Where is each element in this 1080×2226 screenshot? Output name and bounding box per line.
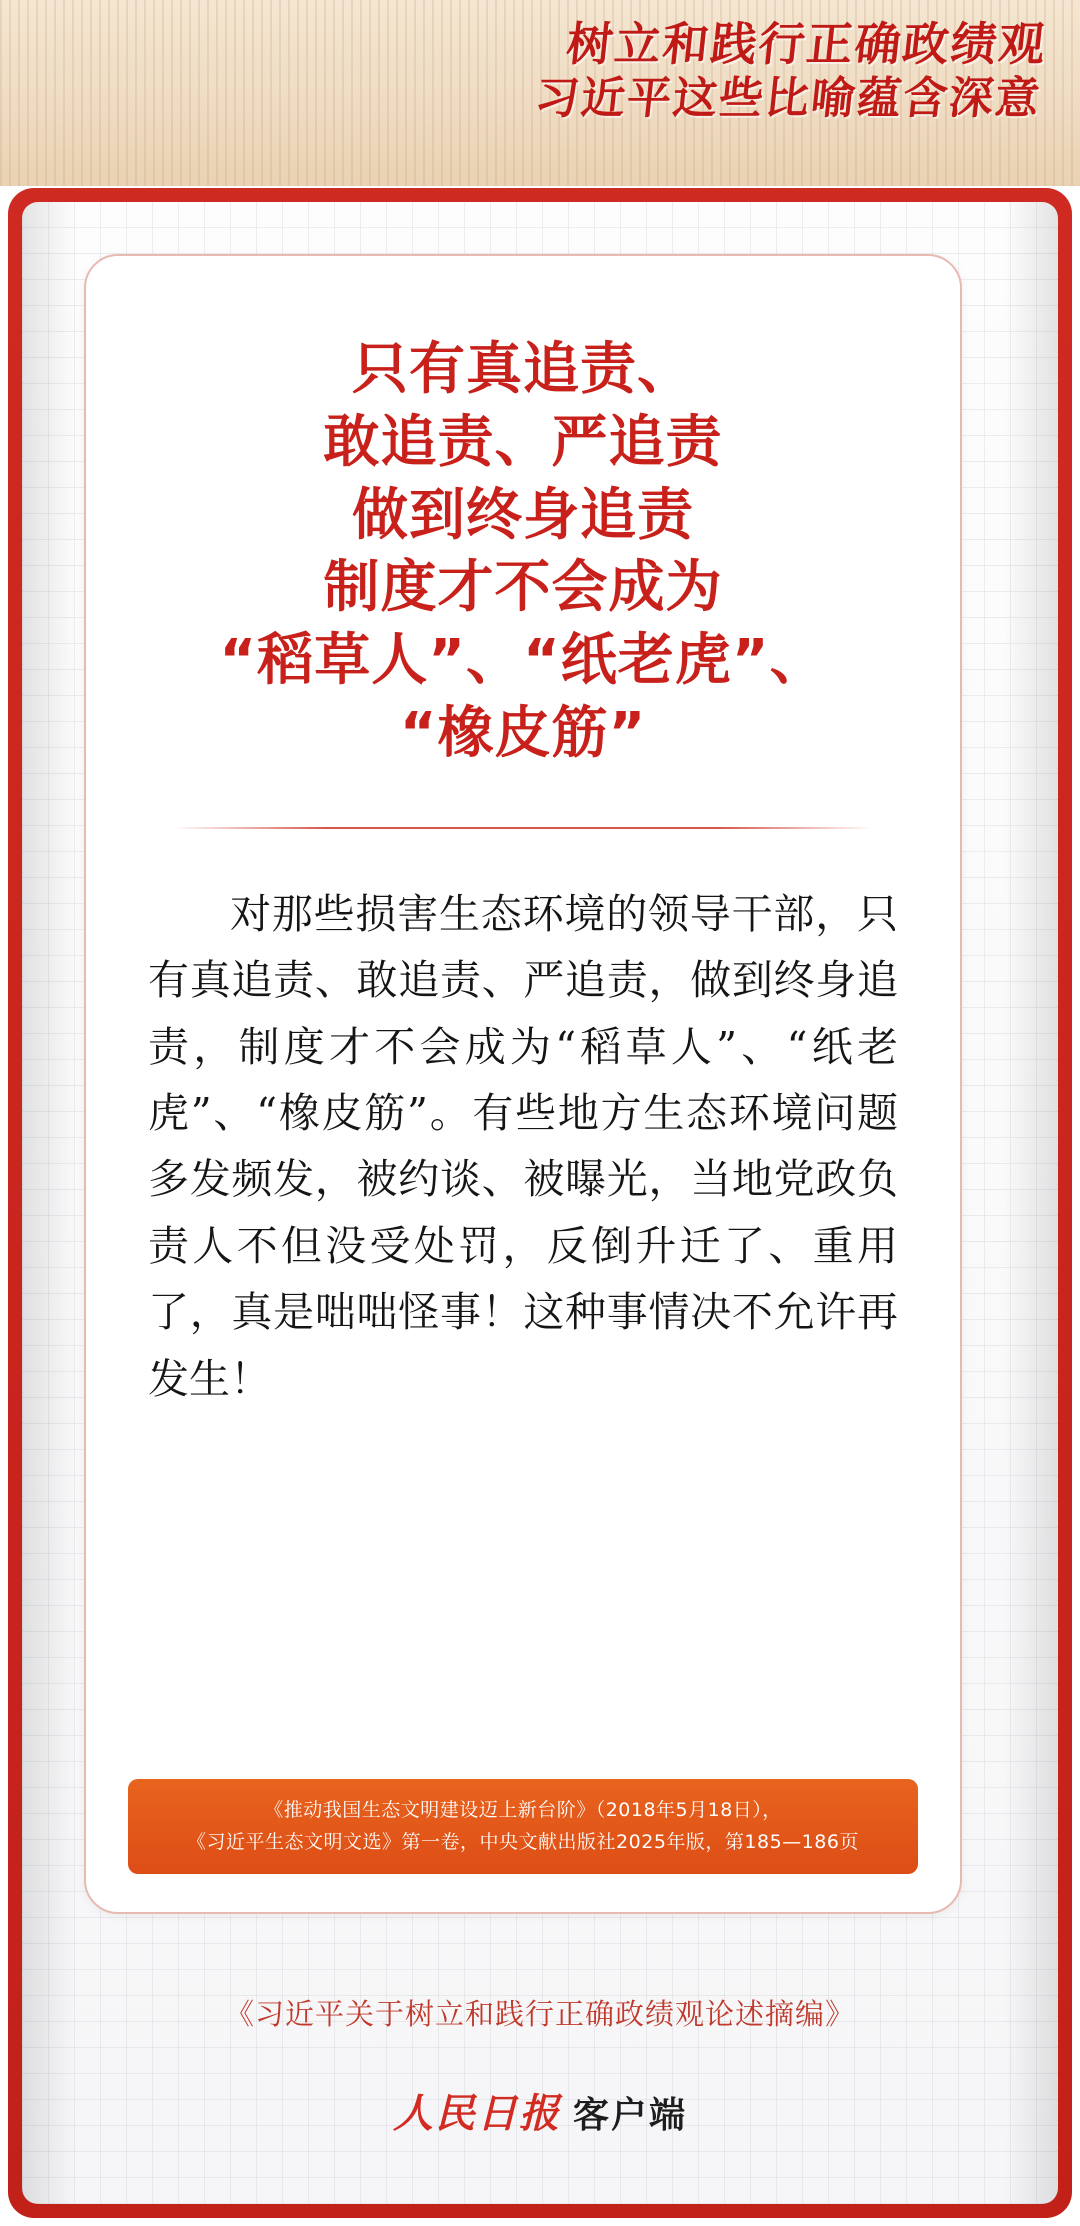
footer-book-title: 《习近平关于树立和践行正确政绩观论述摘编》 (224, 1997, 855, 2031)
headline-line-3: 做到终身追责 (352, 482, 694, 548)
top-banner (0, 0, 1080, 186)
quote-card (84, 254, 962, 1914)
headline-line-2: 敢追责、严追责 (323, 409, 723, 475)
headline-line-6: “橡皮筋” (399, 700, 647, 766)
headline-line-1: 只有真追责、 (352, 337, 694, 402)
banner-title (532, 16, 1050, 126)
poster-red-frame (8, 188, 1072, 2218)
headline-line-5: “稻草人”、“纸老虎”、 (219, 628, 827, 694)
source-line-2: 《习近平生态文明文选》第一卷，中央文献出版社2025年版，第185—186页 (187, 1830, 859, 1853)
publisher-logo (22, 2082, 1058, 2139)
banner-title-line2: 习近平这些比喻蕴含深意 (532, 73, 1044, 125)
headline-line-4: 制度才不会成为 (323, 555, 723, 621)
banner-title-line1: 树立和践行正确政绩观 (563, 17, 1050, 71)
quote-body-text: 对那些损害生态环境的领导干部，只有真追责、敢追责、严追责，做到终身追责，制度才不会成为“稻草人”、“纸老虎”、“橡皮筋”。有些地方生态环境问题多发频发，被约谈、被曝光，当地党政负责人不但没受处罚，反倒升迁了、重用了，真是咄咄怪事！这种事情决不允许再发生！ (148, 889, 898, 1403)
source-line-1: 《推动我国生态文明建设迈上新台阶》（2018年5月18日）， (264, 1799, 782, 1822)
section-divider (173, 827, 873, 829)
logo-people-daily: 人民日报 (392, 2090, 561, 2137)
source-citation (128, 1779, 918, 1874)
poster-paper-background (22, 202, 1058, 2204)
logo-client-app: 客户端 (572, 2095, 687, 2136)
headline (126, 334, 920, 771)
